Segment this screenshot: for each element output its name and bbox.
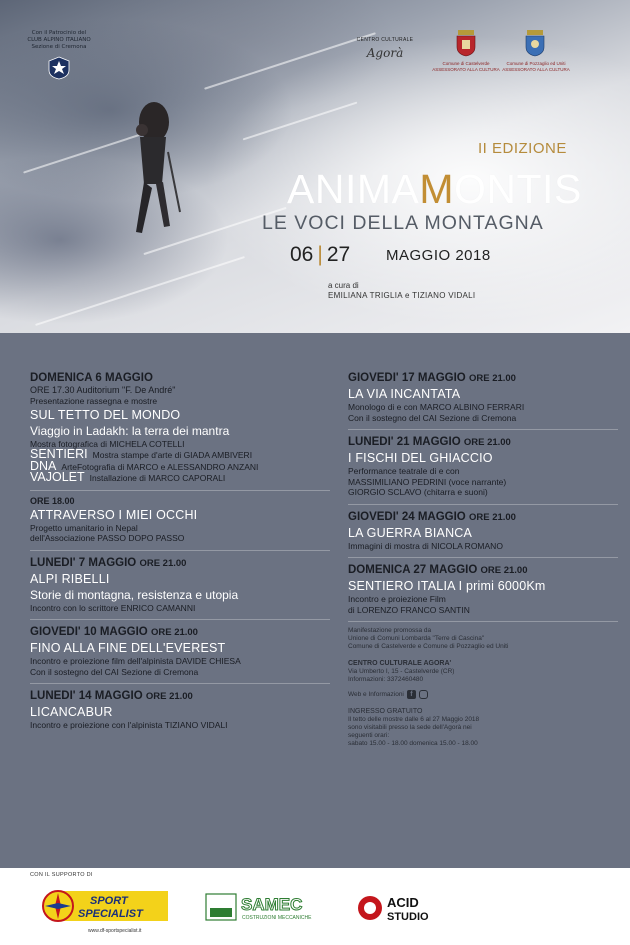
day-name: GIOVEDI' 17 MAGGIO — [348, 372, 466, 384]
divider — [30, 550, 330, 551]
date-end: 27 — [326, 243, 351, 266]
day-heading — [30, 556, 330, 571]
exhibit-hours: sono visitabili presso la sede dell'Agorà nei — [348, 724, 472, 732]
event-description: Con il sostegno del CAI Sezione di Cremona — [348, 412, 517, 423]
day-name: GIOVEDI' 24 MAGGIO — [348, 510, 466, 523]
event-description: Incontro e proiezione film dell'alpinista DAVIDE CHIESA — [30, 656, 241, 666]
curators: EMILIANA TRIGLIA e TIZIANO VIDALI — [328, 291, 476, 300]
event-description: Incontro e proiezione con l'alpinista TIZIANO VIDALI — [30, 720, 228, 730]
event-title: SENTIERO ITALIA I primi 6000Km — [348, 579, 546, 593]
exhibit-hours: sabato 15.00 - 18.00 domenica 15.00 - 18.00 — [348, 740, 478, 748]
web-info-label: Web e Informazioni — [348, 691, 404, 699]
day-time: ORE 21.00 — [139, 557, 187, 569]
samec-tagline: COSTRUZIONI MECCANICHE — [242, 915, 312, 921]
castelverde-label — [432, 61, 500, 72]
climber-figure — [118, 92, 188, 242]
event-title: FINO ALLA FINE DELL'EVEREST — [30, 641, 226, 655]
event-description: dell'Associazione PASSO DOPO PASSO — [30, 533, 185, 543]
event-description: Immagini di mostra di NICOLA ROMANO — [348, 540, 503, 551]
promoter-label: Manifestazione promossa da — [348, 627, 432, 634]
samec-logo — [205, 892, 325, 924]
event-time: ORE 18.00 — [30, 495, 75, 506]
promoter-line: Unione di Comuni Lombarda "Terre di Cascina" — [348, 635, 485, 642]
divider — [348, 621, 618, 622]
day-name: LUNEDI' 7 MAGGIO — [30, 556, 137, 569]
divider — [30, 683, 330, 684]
divider — [30, 490, 330, 491]
event-subtitle: Viaggio in Ladakh: la terra dei mantra — [30, 423, 230, 438]
instagram-icon[interactable] — [419, 690, 428, 699]
event-title: DNA — [30, 458, 57, 473]
samec-name: SAMEC — [241, 895, 303, 914]
event-description: di LORENZO FRANCO SANTIN — [348, 604, 470, 615]
event-description: Monologo di e con MARCO ALBINO FERRARI — [348, 402, 525, 412]
date-range — [290, 243, 350, 267]
sport-line-1: SPORT — [90, 895, 128, 907]
exhibit-hours: seguenti orari: — [348, 732, 390, 740]
event-description: Installazione di MARCO CAPORALI — [89, 473, 226, 483]
agora-name: Agorà — [366, 46, 404, 60]
sponsors-label: CON IL SUPPORTO DI — [30, 872, 93, 878]
program-panel — [0, 333, 630, 868]
event-title: ALPI RIBELLI — [30, 571, 110, 586]
venue-name: CENTRO CULTURALE AGORA' — [348, 660, 452, 667]
pozzaglio-label — [502, 61, 570, 72]
event-title: LICANCABUR — [30, 705, 113, 719]
day-heading — [348, 563, 618, 578]
event-description: GIORGIO SCLAVO (chitarra e suoni) — [348, 487, 488, 497]
event-time: ORE 17.30 Auditorium "F. De André" — [30, 385, 176, 395]
agora-top-label: CENTRO CULTURALE — [356, 37, 414, 43]
day-name: GIOVEDI' 10 MAGGIO — [30, 626, 148, 638]
edition-label: II EDIZIONE — [478, 140, 567, 157]
day-heading — [30, 625, 330, 640]
event-description: Progetto umanitario in Nepal — [30, 522, 138, 533]
facebook-icon[interactable]: f — [407, 690, 416, 699]
event-row — [30, 449, 330, 461]
event-description: Mostra stampe d'arte di GIADA AMBIVERI — [92, 450, 253, 460]
event-intro: Presentazione rassegna e mostre — [30, 396, 158, 406]
pozzaglio-label-1: Comune di Pozzaglio ed Uniti — [506, 61, 566, 66]
day-name: LUNEDI' 21 MAGGIO — [348, 436, 461, 448]
promoter-line: Comune di Castelverde e Comune di Pozzaglio ed Uniti — [348, 643, 509, 650]
divider — [30, 619, 330, 620]
day-time: ORE 21.00 — [145, 691, 193, 702]
day-heading — [348, 371, 618, 386]
day-time: ORE 21.00 — [468, 511, 516, 523]
event-description: Incontro con lo scrittore ENRICO CAMANNI — [30, 602, 196, 613]
event-title: LA VIA INCANTATA — [348, 387, 461, 401]
date-separator: | — [317, 243, 323, 266]
divider — [348, 557, 618, 558]
event-description: Mostra fotografica di MICHELA COTELLI — [30, 438, 185, 449]
venue-address: Via Umberto I, 15 - Castelverde (CR) — [348, 668, 455, 675]
event-title: I FISCHI DEL GHIACCIO — [348, 451, 493, 465]
day-time: ORE 21.00 — [480, 565, 528, 576]
free-entry-heading: INGRESSO GRATUITO — [348, 708, 423, 716]
event-title: SENTIERI — [30, 447, 88, 461]
agora-logo — [350, 37, 420, 60]
curated-by-label: a cura di — [328, 281, 359, 290]
sponsors-bar — [0, 868, 630, 945]
festival-subtitle: LE VOCI DELLA MONTAGNA — [262, 212, 544, 234]
month-year: MAGGIO 2018 — [386, 247, 491, 264]
title-accent-letter: M — [419, 166, 455, 212]
day-heading — [348, 510, 618, 525]
day-name: DOMENICA 27 MAGGIO — [348, 564, 478, 576]
castelverde-crest-icon — [455, 30, 477, 57]
day-heading — [348, 435, 618, 450]
cai-line-1: Con il Patrocinio del — [31, 30, 87, 36]
sport-specialist-logo — [42, 888, 170, 924]
day-time: ORE 21.00 — [463, 437, 511, 448]
event-title: SUL TETTO DEL MONDO — [30, 407, 181, 422]
sport-line-2: SPECIALIST — [78, 908, 143, 920]
divider — [348, 504, 618, 505]
web-info — [348, 690, 618, 699]
event-description: Performance teatrale di e con — [348, 466, 460, 476]
day-time: ORE 21.00 — [150, 627, 198, 638]
cai-badge-icon — [48, 56, 70, 80]
cai-line-3: Sezione di Cremona — [31, 44, 87, 50]
cai-patronage — [20, 30, 98, 85]
festival-title — [287, 166, 582, 213]
date-start: 06 — [290, 243, 314, 266]
day-time: ORE 21.00 — [468, 373, 516, 384]
event-title: ATTRAVERSO I MIEI OCCHI — [30, 507, 198, 522]
sport-url: www.df-sportspecialist.it — [88, 928, 142, 934]
acid-studio: STUDIO — [387, 911, 429, 923]
venue-phone: Informazioni: 3372460480 — [348, 676, 424, 683]
program-right-column — [348, 371, 618, 748]
pozzaglio-label-2: ASSESSORATO ALLA CULTURA — [502, 66, 570, 72]
program-left-column — [30, 371, 330, 731]
pozzaglio-crest-icon — [524, 30, 546, 57]
exhibit-hours: Il tetto delle mostre dalle 6 al 27 Maggio 2018 — [348, 716, 480, 724]
acid-name: ACID — [387, 895, 419, 910]
title-part-2: ONTIS — [454, 166, 582, 212]
event-row — [30, 472, 330, 484]
day-heading: DOMENICA 6 MAGGIO — [30, 372, 153, 384]
hero-banner — [0, 0, 630, 333]
event-description: ArteFotografia di MARCO e ALESSANDRO ANZANI — [61, 461, 259, 472]
day-heading — [30, 689, 330, 704]
event-title: LA GUERRA BIANCA — [348, 525, 473, 540]
event-description: MASSIMILIANO PEDRINI (voce narrante) — [348, 476, 507, 487]
event-title: VAJOLET — [30, 470, 85, 484]
cai-line-2: CLUB ALPINO ITALIANO — [27, 37, 91, 43]
title-part-1: ANIMA — [287, 166, 420, 212]
castelverde-label-2: ASSESSORATO ALLA CULTURA — [432, 66, 500, 72]
event-description: Con il sostegno del CAI Sezione di Cremona — [30, 666, 199, 677]
day-name: LUNEDI' 14 MAGGIO — [30, 690, 143, 702]
event-description: Incontro e proiezione Film — [348, 594, 446, 604]
divider — [348, 429, 618, 430]
castelverde-label-1: Comune di Castelverde — [442, 61, 490, 66]
acid-studio-logo — [357, 891, 437, 925]
event-subtitle: Storie di montagna, resistenza e utopia — [30, 587, 239, 602]
